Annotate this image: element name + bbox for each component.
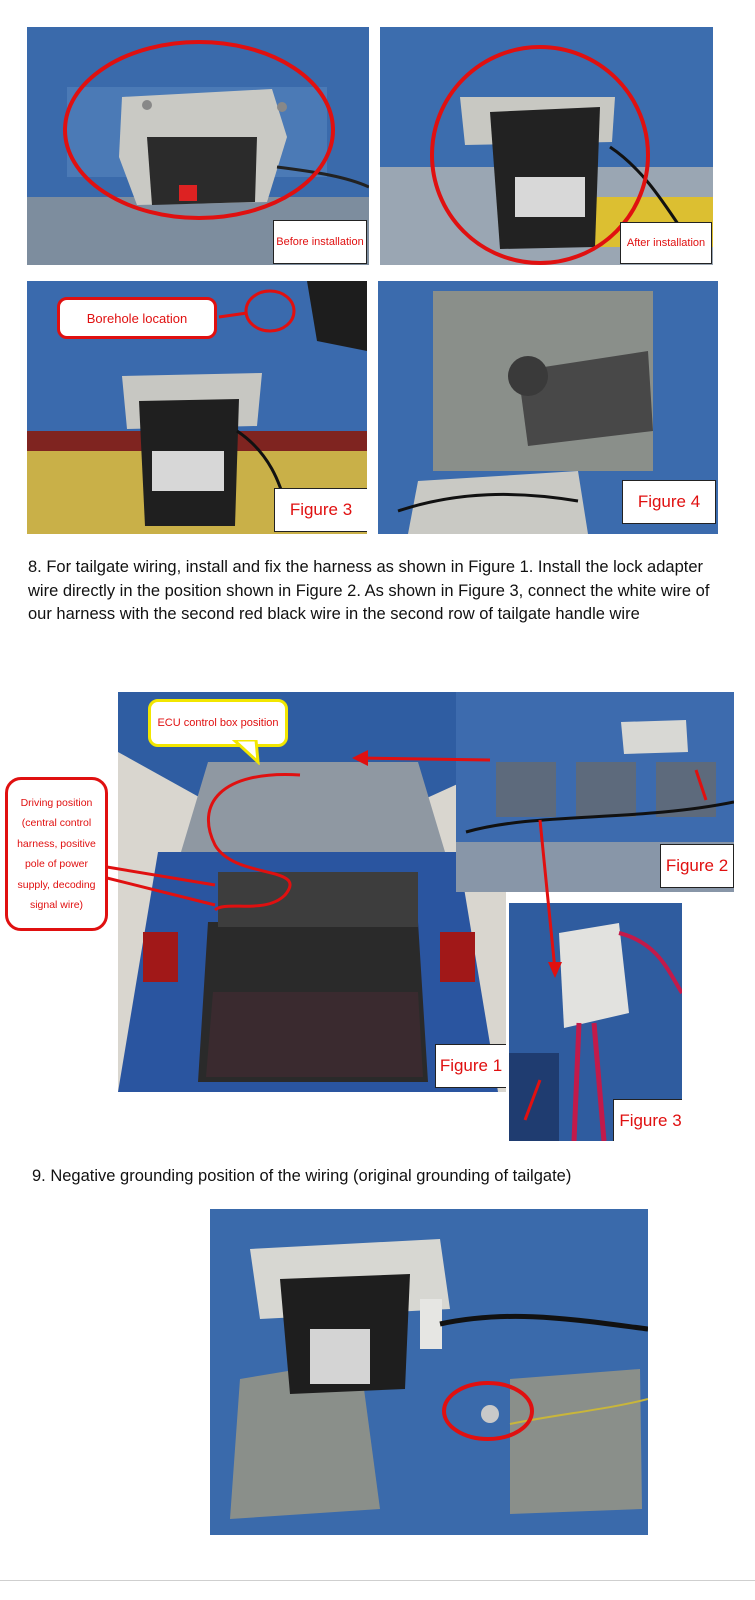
driving-callout-line-2: (central control xyxy=(21,817,92,829)
photo-grounding-position xyxy=(210,1209,648,1535)
ground-point-highlight xyxy=(210,1209,648,1535)
figure-3-label: Figure 3 xyxy=(274,488,367,532)
photo-figure-4 xyxy=(378,281,718,534)
borehole-location-callout: Borehole location xyxy=(57,297,217,339)
ecu-control-box-callout xyxy=(148,699,288,747)
photo-after-installation xyxy=(380,27,713,265)
after-installation-label: After installation xyxy=(620,222,712,264)
driving-position-callout xyxy=(5,777,108,931)
before-installation-label: Before installation xyxy=(273,220,367,264)
ecu-callout-pointer xyxy=(230,740,260,765)
driving-callout-line-1: Driving position xyxy=(20,796,93,809)
figure-1-label: Figure 1 xyxy=(435,1044,506,1088)
photo-borehole-location xyxy=(27,281,367,534)
driving-callout-line-4: pole of power xyxy=(24,858,89,870)
driving-callout-line-3: harness, positive xyxy=(17,837,96,850)
figure-2-label: Figure 2 xyxy=(660,844,734,888)
driving-callout-line-5: supply, decoding xyxy=(17,878,96,891)
driving-callout-line-6: signal wire) xyxy=(29,899,84,911)
ecu-callout-text: ECU control box position xyxy=(157,717,279,729)
photo-before-installation xyxy=(27,27,369,265)
wiring-route-annotations xyxy=(0,680,755,1150)
step-8-instructions: 8. For tailgate wiring, install and fix the harness as shown in Figure 1. Install the lock adapter wire directly in the position shown in Figure 2. As shown in Figure 3, connect the white wire of our harness with the second red black wire in the second row of tailgate handle wire xyxy=(28,558,710,623)
step-9-instructions: 9. Negative grounding position of the wiring (original grounding of tailgate) xyxy=(32,1167,572,1185)
figure-3-connector-label: Figure 3 xyxy=(613,1099,682,1141)
figure-4-label: Figure 4 xyxy=(622,480,716,524)
page-bottom-divider xyxy=(0,1580,755,1581)
